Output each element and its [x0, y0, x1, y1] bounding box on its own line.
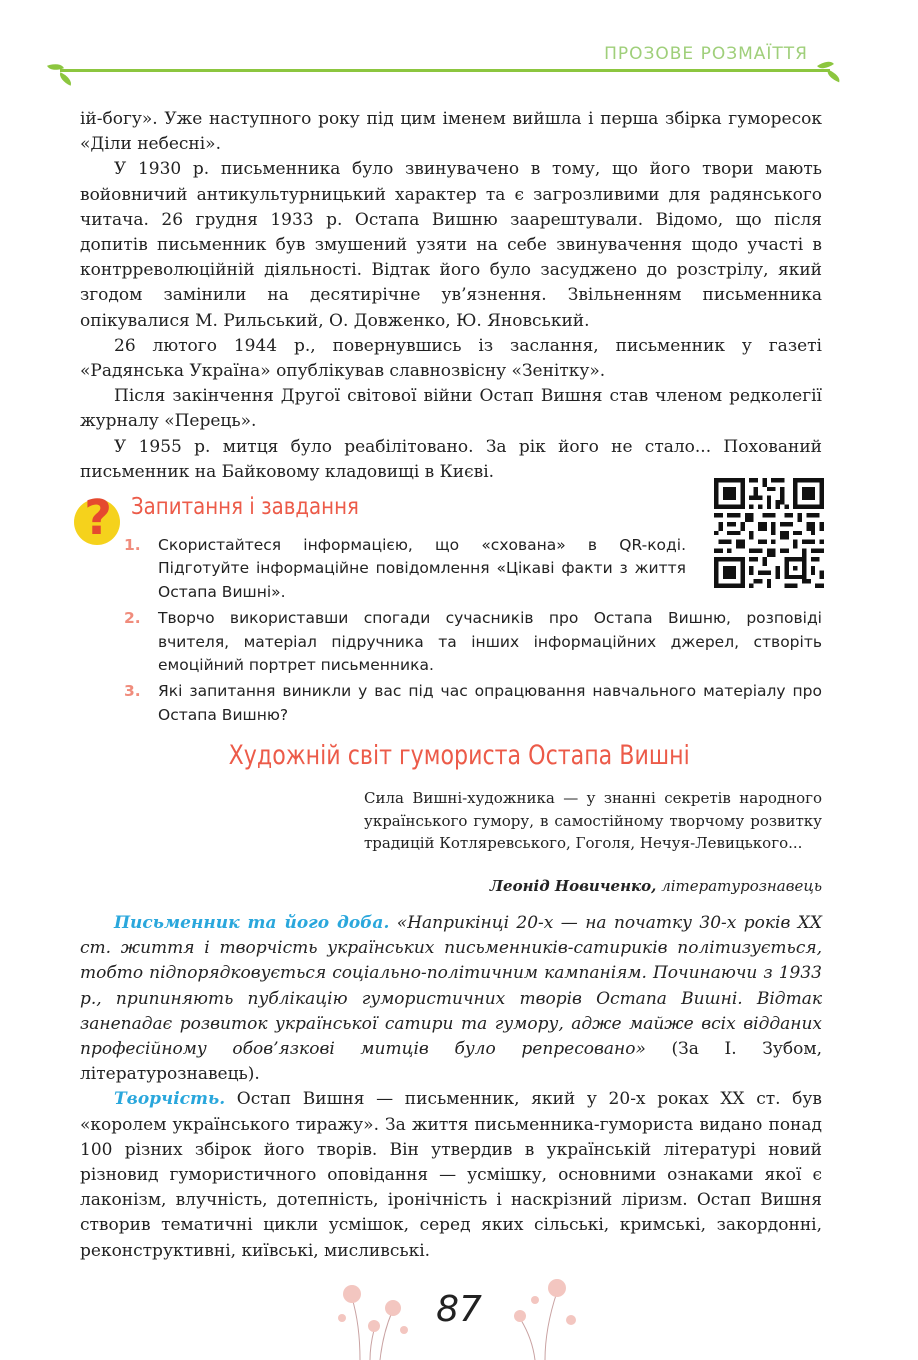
paragraph: 26 лютого 1944 р., повернувшись із заслання, письменник у газеті «Радянська Україна» опублікував славнозвісну «Зенітку». — [80, 335, 822, 382]
lead-in: Письменник та його доба. — [114, 913, 390, 933]
lead-in: Творчість. — [114, 1089, 226, 1110]
paragraph-body: Остап Вишня — письменник, який у 20-х роках ХХ ст. був «королем українського тиражу». За життя письменника-гумориста видано понад 100 різних збірок його творів. Він утвердив в українській літературі новий різновид гумористичного оповідання — усмішку, основними ознаками якої є лаконізм, влучність, дотепність, іронічність і наскрізний ліризм. Остап Вишня створив тематичні цикли усмішок, серед яких сільські, кримські, закордонні, реконструктивні, київські, мисливські. — [80, 1089, 822, 1261]
epigraph-author-role: літературознавець — [656, 877, 822, 895]
epigraph-author-name: Леонід Новиченко, — [489, 877, 657, 895]
leaf-icon — [825, 70, 842, 83]
questions-list — [124, 534, 822, 730]
header-rule — [60, 69, 830, 72]
question-number: 3. — [124, 682, 141, 701]
paragraph-creativity — [80, 1087, 822, 1263]
epigraph-author — [490, 877, 822, 895]
question-mark-icon: ? — [84, 490, 112, 546]
article-heading-text: Художній світ гумориста Остапа Вишні — [228, 740, 690, 771]
question-item — [124, 607, 822, 677]
epigraph: Сила Вишні-художника — у знанні секретів народного українського гумору, в самостійному творчому розвитку традицій Котляревського, Гоголя, Нечуя-Левицького... — [364, 789, 822, 853]
biography-text — [80, 107, 822, 485]
running-head: ПРОЗОВЕ РОЗМАЇТТЯ — [604, 44, 808, 64]
paragraph: ій-богу». Уже наступного року під цим іменем вийшла і перша збірка гуморесок «Діли небесні». — [80, 109, 822, 155]
paragraph: У 1930 р. письменника було звинувачено в тому, що його твори мають войовничий антикультурницький характер та є загрозливими для радянського читача. 26 грудня 1933 р. Остапа Вишню заарештували. Відомо, що після допитів письменник був змушений узяти на себе звинувачення щодо участі в контрреволюційній діяльності. Відтак його було засуджено до розстрілу, який згодом замінили на десятирічне ув’язнення. Звільненням письменника опікувалися М. Рильський, О. Довженко, Ю. Яновський. — [80, 159, 822, 331]
leaf-icon — [57, 72, 74, 86]
quote-source: (За І. Зубом, літературознавець). — [80, 1039, 822, 1085]
page-number: 87 — [436, 1289, 482, 1330]
paragraph: У 1955 р. митця було реабілітовано. За рік його не стало... Похований письменник на Байковому кладовищі в Києві. — [80, 436, 822, 482]
article-text — [80, 911, 822, 1264]
question-number: 2. — [124, 609, 141, 628]
question-text: Які запитання виникли у вас під час опрацювання навчального матеріалу про Остапа Вишню? — [158, 682, 822, 724]
paragraph-era — [80, 911, 822, 1087]
article-heading — [0, 740, 918, 771]
paragraph: Після закінчення Другої світової війни Остап Вишня став членом редколегії журналу «Перець». — [80, 386, 822, 432]
question-item — [124, 534, 686, 604]
questions-heading: Запитання і завдання — [131, 494, 359, 520]
question-text: Творчо використавши спогади сучасників про Остапа Вишню, розповіді вчителя, матеріал підручника та інших інформаційних джерел, створіть емоційний портрет письменника. — [158, 609, 822, 675]
question-item — [124, 680, 822, 727]
quote: «Наприкінці 20-х — на початку 30-х років ХХ ст. життя і творчість українських письменників-сатириків політизується, тобто підпорядковується соціально-політичним кампаніям. Починаючи з 1933 р., припиняють публікацію гумористичних творів Остапа Вишні. Відтак занепадає розвиток української сатири та гумору, адже майже всіх відданих професійному обов’язкові митців було репресовано» — [80, 913, 822, 1060]
question-text: Скористайтеся інформацією, що «схована» в QR-коді. Підготуйте інформаційне повідомлення «Цікаві факти з життя Остапа Вишні». — [158, 536, 686, 601]
question-number: 1. — [124, 536, 141, 554]
